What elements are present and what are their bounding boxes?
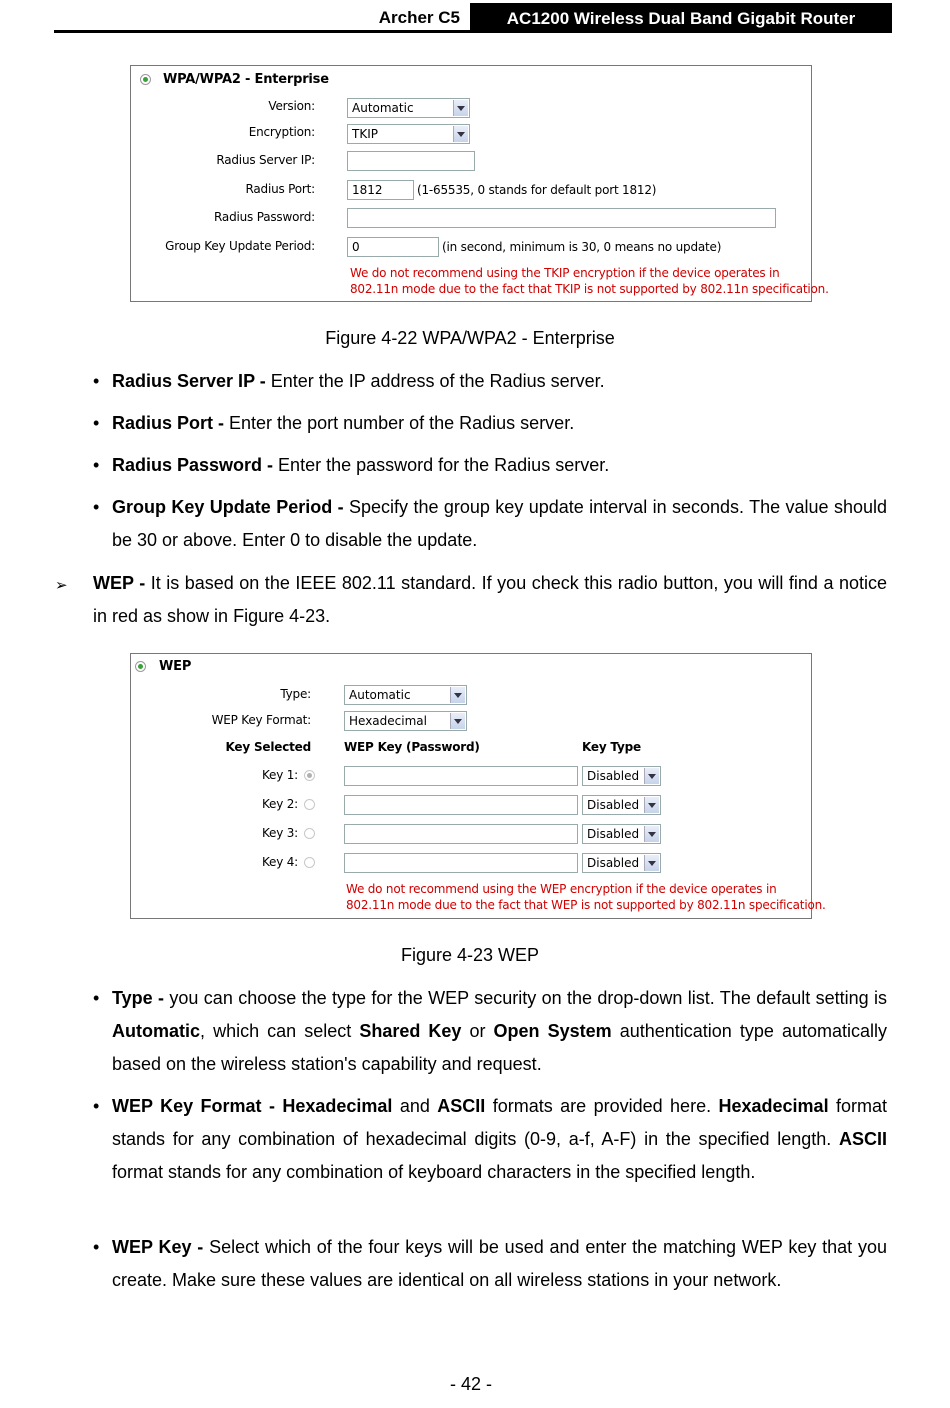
key-3-type-select[interactable] — [582, 824, 661, 844]
key-3-label: Key 3: — [261, 826, 298, 840]
encryption-select-value: TKIP — [352, 127, 378, 141]
wep-key-format-value: Hexadecimal — [349, 714, 427, 728]
type-label: Type: — [280, 687, 311, 701]
group-key-hint: (in second, minimum is 30, 0 means no update) — [442, 240, 722, 254]
bullet-group-key-update-period: Group Key Update Period - Specify the group key update interval in seconds. The value should be 30 or above. Enter 0 to disable the update. — [112, 497, 887, 550]
type-select-value: Automatic — [349, 688, 411, 702]
wep-panel — [130, 653, 826, 919]
key-4-type-value: Disabled — [587, 856, 640, 870]
encryption-label: Encryption: — [248, 125, 315, 139]
radius-ip-label: Radius Server IP: — [216, 153, 315, 167]
radius-password-input[interactable] — [347, 208, 776, 228]
key-4-label: Key 4: — [261, 855, 298, 869]
figure-4-23-caption: Figure 4-23 WEP — [400, 945, 540, 965]
header-product-title: AC1200 Wireless Dual Band Gigabit Router — [470, 3, 892, 32]
chevron-down-icon — [644, 855, 659, 871]
col-key-selected: Key Selected — [225, 740, 311, 754]
key-4-type-select[interactable] — [582, 853, 661, 873]
key-1-input[interactable] — [344, 766, 578, 786]
chevron-down-icon — [453, 126, 468, 142]
chevron-down-icon — [644, 768, 659, 784]
key-1-label: Key 1: — [261, 768, 298, 782]
bullet-wep-key-format: WEP Key Format - Hexadecimal and ASCII formats are provided here. Hexadecimal format stands for any combination of hexadecimal digits (0-9, a-f, A-F) in the specified length. ASCII format stands for any combination of keyboard characters in the specified length. — [112, 1096, 888, 1182]
header-rule — [54, 30, 892, 33]
bullet-type: Type - you can choose the type for the WEP security on the drop-down list. The default setting is Automatic, which can select Shared Key or Open System authentication type automatically based on the wireless station's capability and request. — [112, 988, 888, 1074]
chevron-down-icon — [644, 797, 659, 813]
bullet-dot: • — [93, 1237, 100, 1257]
bullet-dot: • — [93, 988, 100, 1008]
chevron-down-icon — [450, 713, 465, 729]
chevron-down-icon — [453, 100, 468, 116]
version-select-value: Automatic — [352, 101, 414, 115]
version-label: Version: — [268, 99, 315, 113]
figure-4-22-caption: Figure 4-22 WPA/WPA2 - Enterprise — [325, 328, 615, 348]
encryption-select[interactable] — [347, 124, 470, 144]
key-4-radio[interactable] — [304, 857, 315, 868]
wep-warning-line2: 802.11n mode due to the fact that WEP is not supported by 802.11n specification. — [346, 898, 826, 912]
group-key-input[interactable]: 0 — [347, 237, 439, 257]
radius-password-label: Radius Password: — [214, 210, 315, 224]
page-number: - 42 - — [449, 1374, 492, 1394]
wpa-enterprise-label: WPA/WPA2 - Enterprise — [163, 72, 329, 87]
bullet-radius-password: Radius Password - Enter the password for the Radius server. — [112, 455, 610, 475]
group-key-label: Group Key Update Period: — [165, 239, 315, 253]
col-wep-key: WEP Key (Password) — [344, 740, 480, 754]
wep-warning-line1: We do not recommend using the WEP encryption if the device operates in — [346, 882, 777, 896]
wep-key-format-select[interactable] — [344, 711, 467, 731]
key-2-type-value: Disabled — [587, 798, 640, 812]
bullet-dot: • — [93, 455, 100, 475]
radius-port-hint: (1-65535, 0 stands for default port 1812) — [417, 183, 657, 197]
key-1-radio[interactable] — [304, 770, 315, 781]
bullet-dot: • — [93, 371, 100, 391]
key-3-type-value: Disabled — [587, 827, 640, 841]
header-model: Archer C5 — [378, 8, 460, 27]
chevron-down-icon — [450, 687, 465, 703]
radius-ip-input[interactable] — [347, 151, 475, 171]
tkip-warning-line2: 802.11n mode due to the fact that TKIP is not supported by 802.11n specification. — [350, 282, 829, 296]
type-select[interactable] — [344, 685, 467, 705]
wpa-enterprise-radio[interactable] — [140, 74, 151, 85]
key-3-input[interactable] — [344, 824, 578, 844]
key-2-radio[interactable] — [304, 799, 315, 810]
key-2-type-select[interactable] — [582, 795, 661, 815]
bullet-radius-server-ip: Radius Server IP - Enter the IP address of the Radius server. — [112, 371, 605, 391]
key-4-input[interactable] — [344, 853, 578, 873]
wep-key-format-label: WEP Key Format: — [211, 713, 311, 727]
wep-intro-paragraph: WEP - It is based on the IEEE 802.11 standard. If you check this radio button, you will find a notice in red as show in Figure 4-23. — [93, 573, 887, 626]
key-2-label: Key 2: — [261, 797, 298, 811]
bullet-radius-port: Radius Port - Enter the port number of the Radius server. — [112, 413, 575, 433]
key-2-input[interactable] — [344, 795, 578, 815]
radius-port-input[interactable]: 1812 — [347, 180, 414, 200]
chevron-down-icon — [644, 826, 659, 842]
wpa-enterprise-panel — [130, 65, 829, 302]
key-3-radio[interactable] — [304, 828, 315, 839]
bullet-dot: • — [93, 413, 100, 433]
col-key-type: Key Type — [582, 740, 641, 754]
tkip-warning-line1: We do not recommend using the TKIP encryption if the device operates in — [350, 266, 780, 280]
wep-label: WEP — [159, 659, 192, 674]
version-select[interactable] — [347, 98, 470, 118]
arrow-bullet-icon: ➢ — [55, 577, 68, 594]
key-1-type-value: Disabled — [587, 769, 640, 783]
bullet-dot: • — [93, 497, 100, 517]
radius-port-label: Radius Port: — [245, 182, 315, 196]
wep-radio[interactable] — [135, 661, 146, 672]
bullet-dot: • — [93, 1096, 100, 1116]
bullet-wep-key: WEP Key - Select which of the four keys will be used and enter the matching WEP key that you create. Make sure these values are identical on all wireless stations in your network. — [112, 1237, 887, 1290]
key-1-type-select[interactable] — [582, 766, 661, 786]
